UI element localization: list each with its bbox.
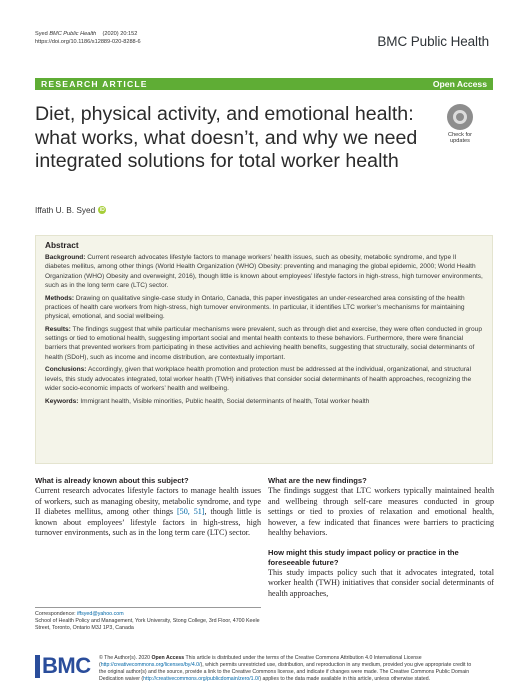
open-access-label: Open Access xyxy=(432,79,487,89)
check-for-updates-badge[interactable] xyxy=(441,104,479,150)
citation-link[interactable]: [50, 51] xyxy=(176,507,205,516)
article-title: Diet, physical activity, and emotional health: what works, what doesn’t, and why we need integrated solutions for total worker health xyxy=(35,103,418,172)
bmc-logo[interactable] xyxy=(35,653,91,679)
abstract-label: Background: xyxy=(45,254,86,261)
correspondence-address: School of Health Policy and Management, York University, Stong College, 3rd Floor, 4700 Keele Street, Toronto, Ontario M3J 1P3, Canada xyxy=(35,618,260,631)
running-journal: BMC Public Health xyxy=(49,31,97,37)
policy-impact-heading: How might this study impact policy or practice in the foreseeable future? xyxy=(268,547,459,567)
abstract-label: Results: xyxy=(45,325,71,333)
open-access-footer: Open Access xyxy=(151,655,185,661)
abstract-label: Keywords: xyxy=(45,397,79,405)
correspondence-email[interactable]: iffsyed@yahoo.com xyxy=(77,611,124,617)
policy-impact-text: This study impacts policy such that it advocates integrated, total worker health (TWH) initiatives that consider social determinants of health approaches, xyxy=(268,567,494,598)
author-name[interactable]: Iffath U. B. Syed xyxy=(35,205,96,215)
waiver-link[interactable]: http://creativecommons.org/publicdomain/zero/1.0/ xyxy=(143,675,260,682)
known-subject-text: Current research advocates lifestyle factors to manage health issues of workers, such as managing obesity, metabolic syndrome, and type II diabetes mellitus, among other things [50, 51], though little is known about employees’ lifestyle factors in high-stress, high turnover environments, such as in the long term care (LTC) sector. xyxy=(35,486,262,537)
check-updates-icon xyxy=(447,104,473,130)
running-citation: (2020) 20:152 xyxy=(102,31,138,37)
correspondence xyxy=(35,607,261,632)
article-type-banner xyxy=(35,78,493,90)
abstract-conclusions xyxy=(45,365,483,393)
journal-name: BMC Public Health xyxy=(377,34,489,49)
known-subject-heading: What is already known about this subject? xyxy=(35,476,189,485)
new-findings-heading: What are the new findings? xyxy=(268,476,367,485)
abstract-text: The findings suggest that while particular mechanisms were prevalent, such as through diet and exercise, they were often conducted in group settings or tied to emotional health, suggesting important social and mental health contexts to these behaviors. Furthermore, there were financial barriers that prevented workers from participating in these activities and achieving health benefits, suggesting that structurally, social determinants of health (SDoH), such as income and income distribution, are contextually important. xyxy=(45,325,482,361)
new-findings-text: The findings suggest that LTC workers typically maintained health and wellbeing through self-care measures conducted in group settings or tied to proxies of relaxation and emotional health, however, a few indicated that finances were barriers to practicing healthy behaviors. xyxy=(268,486,494,537)
right-column xyxy=(268,476,494,599)
left-column xyxy=(35,476,261,539)
article-type-label: RESEARCH ARTICLE xyxy=(41,79,148,89)
abstract-text: Drawing on qualitative single-case study in Ontario, Canada, this paper investigates an under-researched area consisting of the health practices of health care workers from high-stress, high turnover environments. In particular, it identifies LTC worker’s mechanisms for maintaining physical, emotional, and social wellbeing. xyxy=(45,294,465,321)
badge-line-1: Check for xyxy=(448,132,472,138)
license-text: © The Author(s). 2020 Open Access This article is distributed under the terms of the Creative Commons Attribution 4.0 International License (http://creativecommons.org/licenses/by/4.0/), which permits unrestricted use, distribution, and reproduction in any medium, provided you give appropriate credit to the original author(s) and the source, provide a link to the Creative Commons license, and indicate if changes were made. The Creative Commons Public Domain Dedication waiver (http://creativecommons.org/publicdomain/zero/1.0/) applies to the data made available in this article, unless otherwise stated. xyxy=(99,655,472,682)
orcid-icon[interactable]: iD xyxy=(99,207,105,213)
doi-link[interactable]: https://doi.org/10.1186/s12889-020-8288-6 xyxy=(35,39,141,45)
abstract-methods xyxy=(45,294,483,322)
correspondence-label: Correspondence: xyxy=(35,611,78,617)
running-author: Syed xyxy=(35,31,48,37)
bmc-logo-text: BMC xyxy=(42,653,91,678)
running-header xyxy=(35,30,137,38)
abstract-background xyxy=(45,253,483,290)
badge-line-2: updates xyxy=(450,138,470,145)
abstract-box xyxy=(35,235,493,464)
abstract-heading: Abstract xyxy=(45,240,79,250)
author-line xyxy=(35,205,106,215)
abstract-keywords xyxy=(45,397,483,406)
abstract-text: Current research advocates lifestyle factors to manage workers’ health issues, such as obesity, metabolic syndrome, and type II diabetes mellitus, among other things (World Health Organization (WHO) Obesity: preventing and managing the global epidemic, 2000; World Health Organization (WHO) Obesity and overweight, 2016), though little is known about employees’ lifestyle factors in high-stress, high turnover environments, such as in the long term care (LTC) sector. xyxy=(45,254,483,289)
abstract-label: Conclusions: xyxy=(45,366,87,374)
abstract-text: Immigrant health, Visible minorities, Public health, Social determinants of health, Total worker health xyxy=(80,397,370,405)
abstract-text: Accordingly, given that workplace health promotion and protection must be addressed at the individual, organizational, and structural levels, this study advocates integrated, total worker health (TWH) initiatives that consider social determinants of health approaches, recognizing the wider socio-economic impacts of workers’ health and wellbeing. xyxy=(45,366,472,393)
footer xyxy=(35,655,493,683)
abstract-label: Methods: xyxy=(45,294,75,302)
abstract-results xyxy=(45,325,483,362)
license-link[interactable]: http://creativecommons.org/licenses/by/4.0/ xyxy=(100,661,201,668)
